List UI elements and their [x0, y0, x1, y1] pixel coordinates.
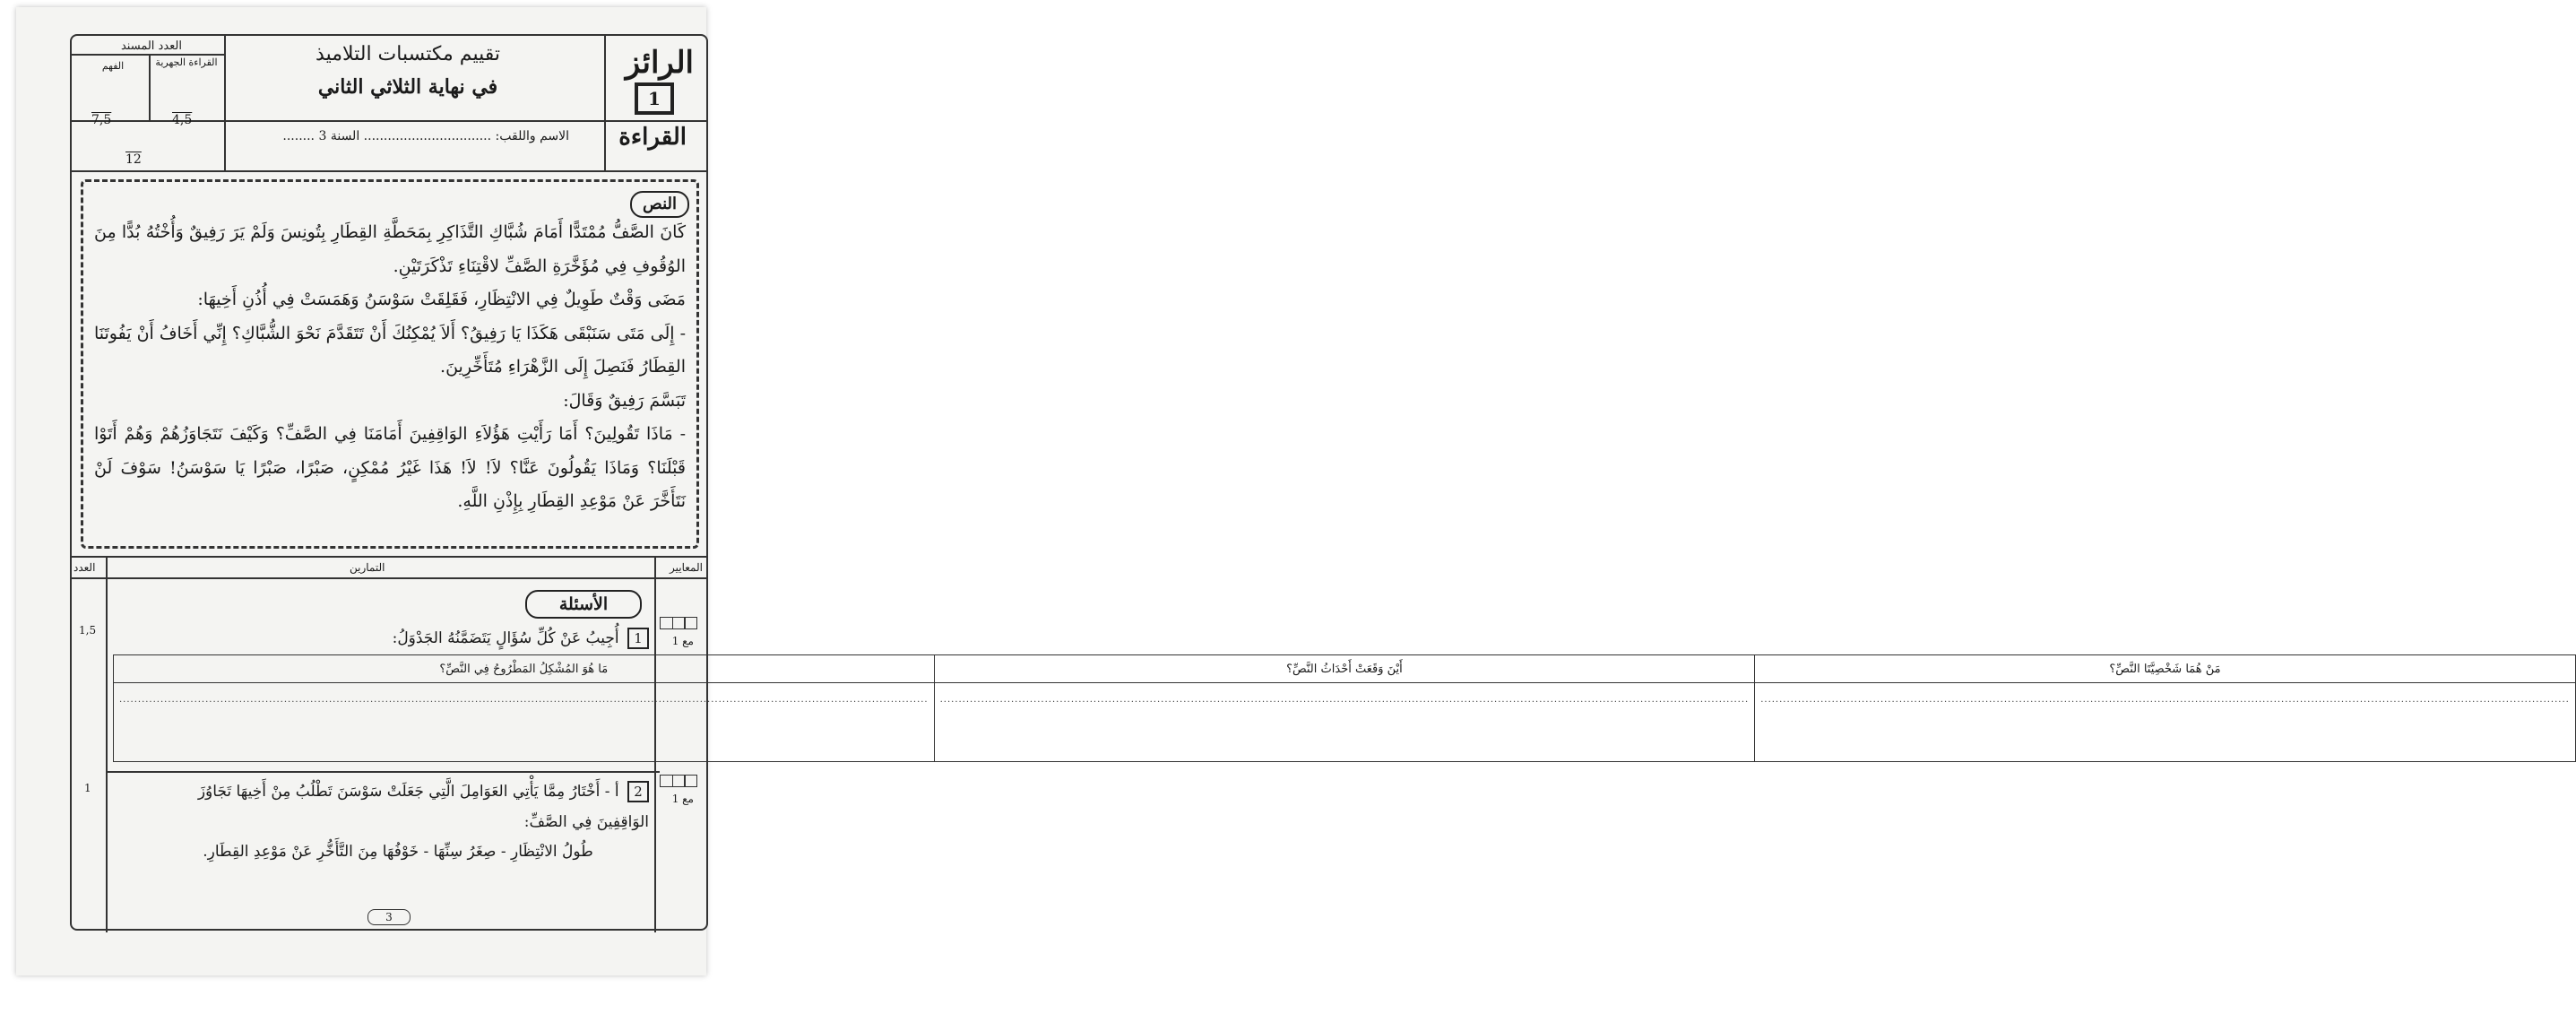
- q1-number: 1: [627, 628, 649, 649]
- year-dots: ........: [282, 129, 316, 143]
- score-col-line: [149, 54, 151, 120]
- level-number: 1: [648, 88, 661, 109]
- header-col-divider: [224, 36, 226, 170]
- score-line: [72, 54, 224, 56]
- year-label: السنة 3: [318, 129, 360, 143]
- level-box: [635, 82, 674, 115]
- text-paragraph: تَبَسَّمَ رَفِيقٌ وَقَالَ:: [563, 390, 686, 411]
- exam-title: تقييم مكتسبات التلاميذ: [316, 43, 500, 65]
- score-comprehension-max: 7,5: [91, 113, 112, 127]
- q2-criterion: مع 1: [671, 793, 694, 805]
- table-row: [114, 683, 2576, 762]
- header: [72, 36, 706, 170]
- q1-mark: 1,5: [79, 624, 97, 637]
- score-comprehension-label: الفهم: [101, 60, 125, 72]
- text-label: النص: [630, 191, 689, 218]
- reading-text-box: [81, 179, 699, 549]
- q2-mark: 1: [84, 782, 91, 794]
- name-label: الاسم واللقب:: [495, 129, 569, 143]
- page-number: 3: [367, 909, 411, 925]
- table-header: أَيْنَ وَقَعَتْ أَحْدَاثُ النَّصِّ؟: [934, 655, 1755, 683]
- question-2: [147, 776, 649, 837]
- q2-text: أ - أَخْتَارُ مِمَّا يَأْتِي العَوَامِلَ الَّتِي جَعَلَتْ سَوْسَنَ تَطْلُبُ مِنْ أَخِيهَا تَجَاوُزَ الوَاقِفِينَ فِي الصَّفِّ:: [197, 783, 649, 831]
- criteria-column-header: المعايير: [670, 561, 703, 574]
- exam-frame: [70, 34, 2570, 931]
- header-divider: [72, 120, 706, 122]
- text-paragraph: مَضَى وَقْتٌ طَوِيلٌ فِي الانْتِظَارِ، فَقَلِقَتْ سَوْسَنُ وَهَمَسَتْ فِي أُذُنِ أَخِيهَا:: [197, 290, 686, 309]
- mark-col-line: [106, 558, 108, 932]
- answer-cell[interactable]: ........................................................................................................................................................................................................................: [114, 683, 935, 762]
- brand-title: الرائز: [625, 45, 694, 81]
- name-field[interactable]: ................................: [363, 129, 492, 143]
- criterion-checkboxes: [661, 617, 698, 629]
- text-paragraph: - إِلَى مَتَى سَنَبْقَى هَكَذَا يَا رَفِيقُ؟ أَلاَ يُمْكِنُكَ أَنْ تَتَقَدَّمَ نَحْوَ الشُّبَّاكِ؟ إِنِّي أَخَافُ أَنْ يَفُوتَنَا القِطَارُ فَنَصِلَ إِلَى الزَّهْرَاءِ مُتَأَخِّرِينَ.: [94, 323, 686, 377]
- header-bottom-line: [72, 170, 706, 172]
- table-header: مَا هُوَ المُشْكِلُ المَطْرُوحُ فِي النَّصِّ؟: [114, 655, 935, 683]
- q2-number: 2: [627, 781, 649, 802]
- score-total: 12: [125, 152, 142, 167]
- criterion-checkboxes: [661, 775, 698, 787]
- questions-label: الأسئلة: [525, 590, 642, 619]
- exercises-column-header: التمارين: [350, 561, 385, 574]
- score-heading: العدد المسند: [120, 39, 183, 53]
- header-col-divider: [604, 36, 606, 170]
- exam-subtitle: في نهاية الثلاثي الثاني: [317, 75, 498, 99]
- answer-cell[interactable]: ........................................................................................................................................................................................................................: [1755, 683, 2576, 762]
- section-head-line: [72, 577, 706, 579]
- reading-text: [94, 216, 686, 519]
- table-header-row: [114, 655, 2576, 683]
- answer-cell[interactable]: ........................................................................................................................................................................................................................: [934, 683, 1755, 762]
- answer-table: [113, 654, 2576, 762]
- q1-text: أُجِيبُ عَنْ كُلِّ سُؤَالٍ يَتَضَمَّنُهُ الجَدْوَلُ:: [392, 629, 619, 647]
- q1-criterion: مع 1: [671, 635, 694, 647]
- table-header: مَنْ هُمَا شَخْصِيَّتَا النَّصِّ؟: [1755, 655, 2576, 683]
- mark-column-header: العدد: [73, 561, 96, 574]
- score-reading-max: 4,5: [172, 113, 193, 127]
- section-line: [72, 556, 706, 558]
- exam-sheet: [16, 7, 2570, 975]
- question-1: [147, 628, 649, 649]
- score-reading-label: القراءة الجهرية: [155, 56, 218, 68]
- text-paragraph: كَانَ الصَّفُّ مُمْتَدًّا أَمَامَ شُبَّاكِ التَّذَاكِرِ بِمَحَطَّةِ القِطَارِ بِتُونِسَ وَلَمْ يَرَ رَفِيقٌ وَأُخْتُهُ بُدًّا مِنَ الوُقُوفِ فِي مُؤَخَّرَةِ الصَّفِّ لاقْتِنَاءِ تَذْكَرَتَيْنِ.: [94, 222, 686, 276]
- subject-title: القراءة: [618, 124, 687, 151]
- q2-options: طُولُ الانْتِظَارِ - صِغَرُ سِنِّهَا - خَوْفُهَا مِنَ التَّأَخُّرِ عَنْ مَوْعِدِ القِطَارِ.: [203, 843, 593, 861]
- text-paragraph: - مَاذَا تَقُولِينَ؟ أَمَا رَأَيْتِ هَؤُلاَءِ الوَاقِفِينَ أَمَامَنَا فِي الصَّفِّ؟ وَكَيْفَ نَتَجَاوَزُهُمْ وَهُمْ أَتَوْا قَبْلَنَا؟ وَمَاذَا يَقُولُونَ عَنَّا؟ لاَ! لاَ! هَذَا غَيْرُ مُمْكِنٍ، صَبْرًا، صَبْرًا يَا سَوْسَنُ! سَوْفَ لَنْ نَتَأَخَّرَ عَنْ مَوْعِدِ القِطَارِ بِإِذْنِ اللَّهِ.: [94, 424, 686, 511]
- name-row: [229, 129, 569, 143]
- q-divider: [108, 771, 660, 773]
